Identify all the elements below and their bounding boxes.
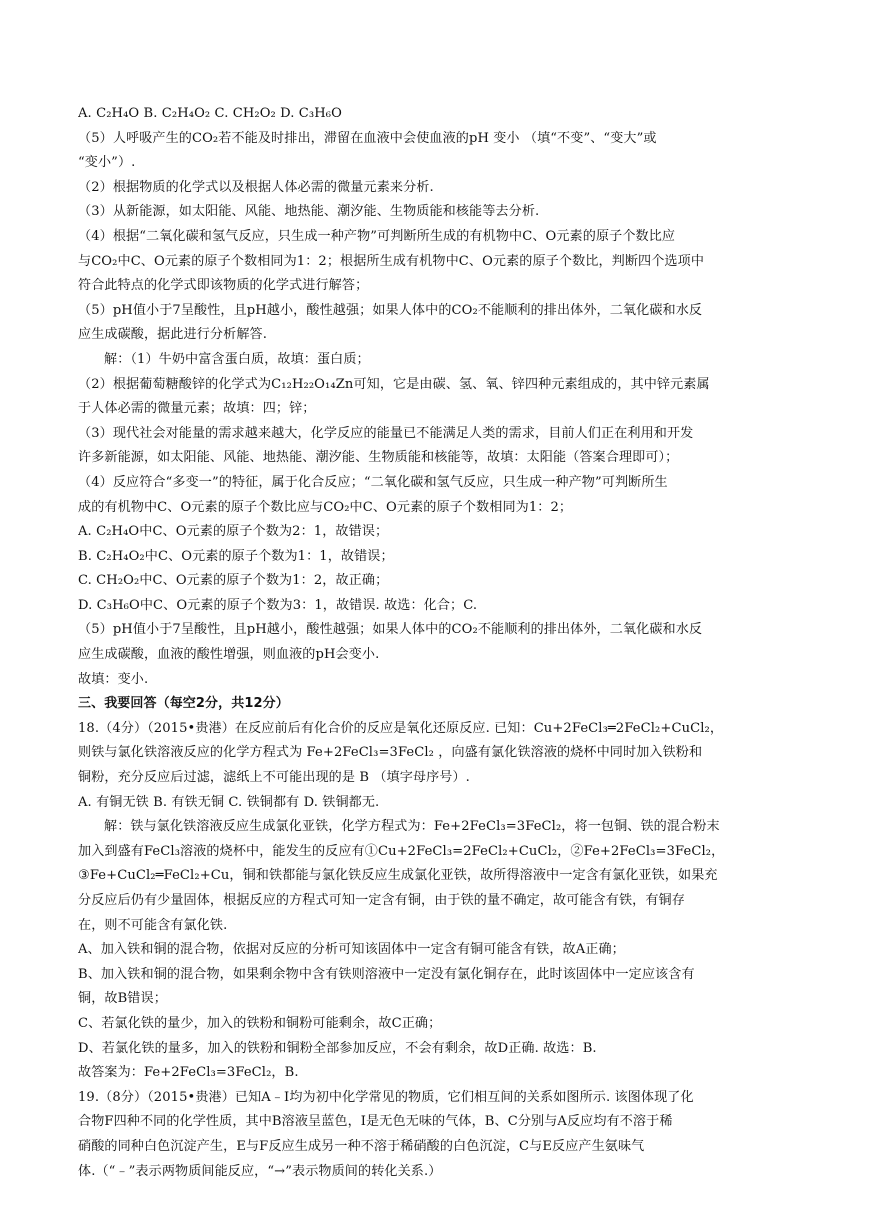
question-19-line-2: 合物F四种不同的化学性质，其中B溶液呈蓝色，I是无色无味的气体，B、C分别与A反应均有不溶于稀: [78, 1114, 673, 1130]
question-18-solution-3: ③Fe+CuCl₂═FeCl₂+Cu，铜和铁都能与氯化铁反应生成氯化亚铁，故所得溶液中一定含有氯化亚铁，如果充: [78, 868, 718, 884]
solution-line-5: （5）pH值小于7呈酸性，且pH越小，酸性越强；如果人体中的CO₂不能顺利的排出体外，二氧化碳和水反: [78, 622, 703, 638]
question-18-option-b: B、加入铁和铜的混合物，如果剩余物中含有铁则溶液中一定没有氯化铜存在，此时该固体中一定应该含有: [78, 966, 695, 982]
analysis-line-5: （5）pH值小于7呈酸性，且pH越小，酸性越强；如果人体中的CO₂不能顺利的排出体外，二氧化碳和水反: [78, 302, 703, 318]
question-19-line-4: 体.（“﹣”表示两物质间能反应，“→”表示物质间的转化关系.）: [78, 1163, 442, 1179]
solution-line-4: （4）反应符合“多变一”的特征，属于化合反应；“二氧化碳和氢气反应，只生成一种产物”可判断所生: [78, 474, 668, 490]
section-title: 三、我要回答（每空2分，共12分）: [78, 696, 289, 712]
solution-line-2b: 于人体必需的微量元素；故填：四；锌；: [78, 401, 316, 417]
solution-line-1: 解：（1）牛奶中富含蛋白质，故填：蛋白质；: [104, 351, 370, 367]
analysis-line-4c: 符合此特点的化学式即该物质的化学式进行解答；: [78, 278, 369, 294]
question-18-solution-2: 加入到盛有FeCl₃溶液的烧杯中，能发生的反应有①Cu+2FeCl₃=2FeCl₂+CuCl₂，②Fe+2FeCl₃=3FeCl₂，: [78, 843, 725, 859]
question-19-line-1: 19.（8分）（2015•贵港）已知A﹣I均为初中化学常见的物质，它们相互间的关系如图所示. 该图体现了化: [78, 1089, 694, 1105]
analysis-line-3: （3）从新能源，如太阳能、风能、地热能、潮汐能、生物质能和核能等去分析.: [78, 204, 540, 220]
question-18-options: A. 有铜无铁 B. 有铁无铜 C. 铁铜都有 D. 铁铜都无.: [78, 794, 380, 810]
question-18-answer: 故答案为：Fe+2FeCl₃=3FeCl₂，B.: [78, 1065, 299, 1081]
question-18-option-d: D、若氯化铁的量多，加入的铁粉和铜粉全部参加反应，不会有剩余，故D正确. 故选：B.: [78, 1040, 597, 1056]
question-18-line-2: 则铁与氯化铁溶液反应的化学方程式为 Fe+2FeCl₃=3FeCl₂ ，向盛有氯化铁溶液的烧杯中同时加入铁粉和: [78, 745, 703, 761]
option-a-analysis: A. C₂H₄O中C、O元素的原子个数为2：1，故错误；: [78, 524, 389, 540]
question-18-option-a: A、加入铁和铜的混合物，依据对反应的分析可知该固体中一定含有铜可能含有铁，故A正确；: [78, 942, 625, 958]
analysis-line-4b: 与CO₂中C、O元素的原子个数相同为1：2；根据所生成有机物中C、O元素的原子个数比，判断四个选项中: [78, 253, 705, 269]
question-18-solution-4: 分反应后仍有少量固体，根据反应的方程式可知一定含有铜，由于铁的量不确定，故可能含有铁，有铜存: [78, 893, 685, 908]
final-answer-line: 故填：变小.: [78, 671, 149, 687]
question-18-solution-5: 在，则不可能含有氯化铁.: [78, 917, 228, 933]
document-body: [78, 102, 800, 1184]
solution-line-4b: 成的有机物中C、O元素的原子个数比应与CO₂中C、O元素的原子个数相同为1：2；: [78, 499, 573, 515]
option-c-analysis: C. CH₂O₂中C、O元素的原子个数为1：2，故正确；: [78, 573, 389, 589]
analysis-line-2: （2）根据物质的化学式以及根据人体必需的微量元素来分析.: [78, 179, 434, 195]
analysis-line-4: （4）根据“二氧化碳和氢气反应，只生成一种产物”可判断所生成的有机物中C、O元素的原子个数比应: [78, 228, 676, 244]
solution-line-5b: 应生成碳酸，血液的酸性增强，则血液的pH会变小.: [78, 647, 380, 663]
solution-line-2: （2）根据葡萄糖酸锌的化学式为C₁₂H₂₂O₁₄Zn可知，它是由碳、氢、氧、锌四种元素组成的，其中锌元素属: [78, 376, 710, 392]
question-18-option-b-2: 铜，故B错误；: [78, 991, 167, 1007]
option-b-analysis: B. C₂H₄O₂中C、O元素的原子个数为1：1，故错误；: [78, 548, 394, 564]
question-19-line-3: 硝酸的同种白色沉淀产生，E与F反应生成另一种不溶于稀硝酸的白色沉淀，C与E反应产生氨味气: [78, 1138, 645, 1154]
question-18-solution-1: 解：铁与氯化铁溶液反应生成氯化亚铁，化学方程式为：Fe+2FeCl₃=3FeCl₂，将一包铜、铁的混合粉末: [104, 819, 720, 835]
question-part-5-line: （5）人呼吸产生的CO₂若不能及时排出，滞留在血液中会使血液的pH 变小 （填“不变”、“变大”或: [78, 130, 657, 146]
analysis-line-5b: 应生成碳酸，据此进行分析解答.: [78, 327, 267, 343]
question-part-5-line-2: “变小”）.: [78, 155, 136, 171]
solution-line-3b: 许多新能源，如太阳能、风能、地热能、潮汐能、生物质能和核能等，故填：太阳能（答案合理即可）；: [78, 450, 679, 466]
question-18-line-3: 铜粉，充分反应后过滤，滤纸上不可能出现的是 B （填字母序号）.: [78, 770, 470, 786]
question-18-option-c: C、若氯化铁的量少，加入的铁粉和铜粉可能剩余，故C正确；: [78, 1015, 442, 1031]
answer-options-line: A. C₂H₄O B. C₂H₄O₂ C. CH₂O₂ D. C₃H₆O: [78, 106, 342, 121]
question-18-line-1: 18.（4分）（2015•贵港）在反应前后有化合价的反应是氧化还原反应. 已知：Cu+2FeCl₃═2FeCl₂+CuCl₂，: [78, 720, 724, 736]
option-d-analysis: D. C₃H₆O中C、O元素的原子个数为3：1，故错误. 故选：化合；C.: [78, 597, 478, 613]
solution-line-3: （3）现代社会对能量的需求越来越大，化学反应的能量已不能满足人类的需求，目前人们正在利用和开发: [78, 425, 694, 441]
